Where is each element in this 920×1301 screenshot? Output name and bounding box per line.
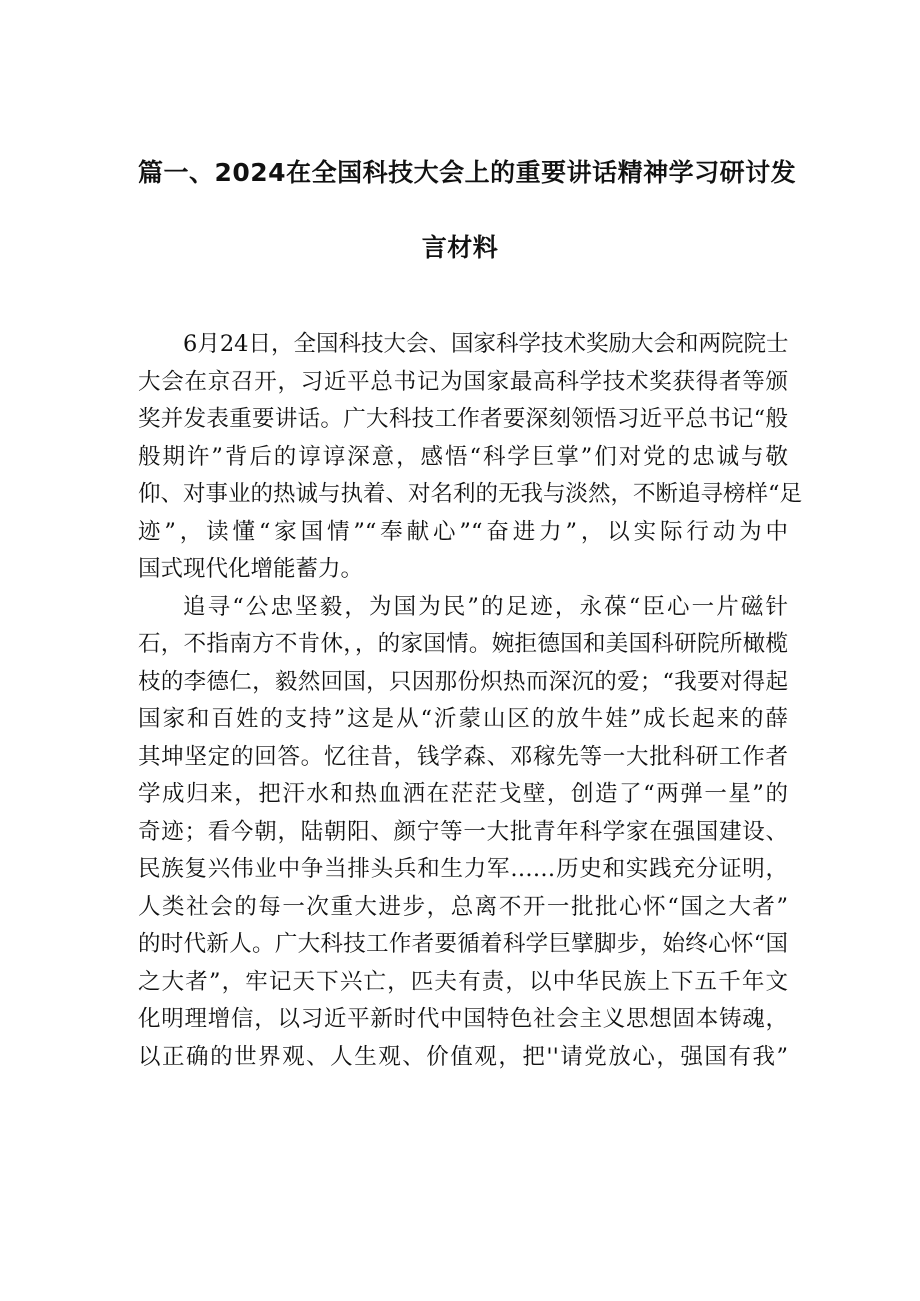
- paragraph-line: 大会在京召开，习近平总书记为国家最高科学技术奖获得者等颁: [138, 368, 788, 395]
- paragraph-line: 国家和百姓的支持”这是从“沂蒙山区的放牛娃”成长起来的薛: [138, 706, 788, 732]
- paragraph-line: 人类社会的每一次重大进步，总离不开一批批心怀“国之大者”: [138, 893, 788, 920]
- paragraph-line: 以正确的世界观、人生观、价值观，把''请党放心，强国有我”: [138, 1043, 788, 1070]
- paragraph-2: [138, 589, 788, 1077]
- paragraph-line: 迹”，读懂“家国情”“奉献心”“奋进力”，以实际行动为中: [138, 518, 788, 545]
- paragraph-line: 般期许”背后的谆谆深意，感悟“科学巨掌”们对党的忠诚与敬: [138, 443, 788, 470]
- paragraph-line: 奖并发表重要讲话。广大科技工作者要深刻领悟习近平总书记“般: [138, 406, 788, 432]
- paragraph-line: 学成归来，把汗水和热血洒在茫茫戈壁，创造了“两弹一星”的: [138, 781, 788, 807]
- paragraph-line: 化明理增信，以习近平新时代中国特色社会主义思想固本铸魂，: [138, 1006, 788, 1032]
- paragraph-line: 其坤坚定的回答。忆往昔，钱学森、邓稼先等一大批科研工作者: [138, 743, 788, 770]
- paragraph-line: 奇迹；看今朝，陆朝阳、颜宁等一大批青年科学家在强国建设、: [138, 818, 788, 845]
- document-title-line-2: 言材料: [421, 233, 499, 262]
- paragraph-line: 石，不指南方不肯休，，的家国情。婉拒德国和美国科研院所橄榄: [138, 631, 788, 657]
- paragraph-1: [138, 326, 803, 589]
- paragraph-line: 国式现代化增能蓄力。: [138, 556, 364, 582]
- paragraph-line: 仰、对事业的热诚与执着、对名利的无我与淡然，不断追寻榜样“足: [138, 481, 803, 507]
- paragraph-line: 枝的李德仁，毅然回国，只因那份炽热而深沉的爱；“我要对得起: [138, 668, 788, 695]
- paragraph-line: 6月24日，全国科技大会、国家科学技术奖励大会和两院院士: [183, 331, 789, 357]
- paragraph-line: 追寻“公忠坚毅，为国为民”的足迹，永葆“臣心一片磁针: [183, 593, 788, 620]
- document-body: [138, 326, 803, 1076]
- paragraph-line: 之大者”，牢记天下兴亡，匹夫有责，以中华民族上下五千年文: [138, 968, 788, 995]
- paragraph-line: 民族复兴伟业中争当排头兵和生力军……历史和实践充分证明，: [138, 856, 788, 882]
- paragraph-line: 的时代新人。广大科技工作者要循着科学巨擘脚步，始终心怀“国: [138, 931, 788, 957]
- document-title-line-1: 篇一、2024在全国科技大会上的重要讲话精神学习研讨发: [138, 158, 797, 187]
